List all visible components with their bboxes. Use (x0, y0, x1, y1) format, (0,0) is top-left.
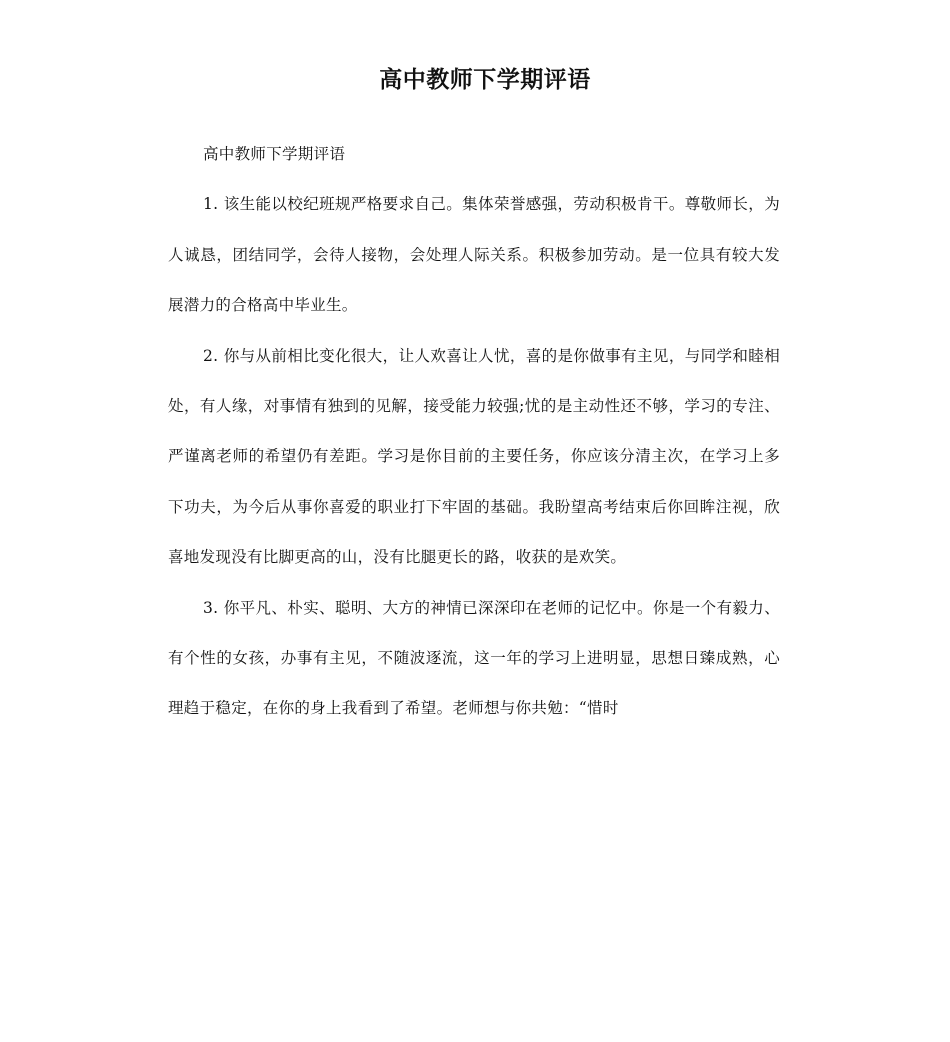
comment-paragraph-1: 1. 该生能以校纪班规严格要求自己。集体荣誉感强，劳动积极肯干。尊敬师长，为人诚恳，团结同学，会待人接物，会处理人际关系。积极参加劳动。是一位具有较大发展潜力的合格高中毕业生。 (168, 195, 780, 315)
comment-paragraph-3: 3. 你平凡、朴实、聪明、大方的神情已深深印在老师的记忆中。你是一个有毅力、有个性的女孩，办事有主见，不随波逐流，这一年的学习上进明显，思想日臻成熟，心理趋于稳定，在你的身上我看到了希望。老师想与你共勉：“惜时 (168, 598, 780, 718)
document-body (168, 129, 780, 734)
document-title: 高中教师下学期评语 (379, 67, 591, 93)
comment-paragraph-2: 2. 你与从前相比变化很大，让人欢喜让人忧，喜的是你做事有主见，与同学和睦相处，有人缘，对事情有独到的见解，接受能力较强;忧的是主动性还不够，学习的专注、严谨离老师的希望仍有差距。学习是你目前的主要任务，你应该分清主次，在学习上多下功夫，为今后从事你喜爱的职业打下牢固的基础。我盼望高考结束后你回眸注视，欣喜地发现没有比脚更高的山，没有比腿更长的路，收获的是欢笑。 (168, 346, 780, 567)
subtitle-paragraph: 高中教师下学期评语 (203, 145, 346, 163)
